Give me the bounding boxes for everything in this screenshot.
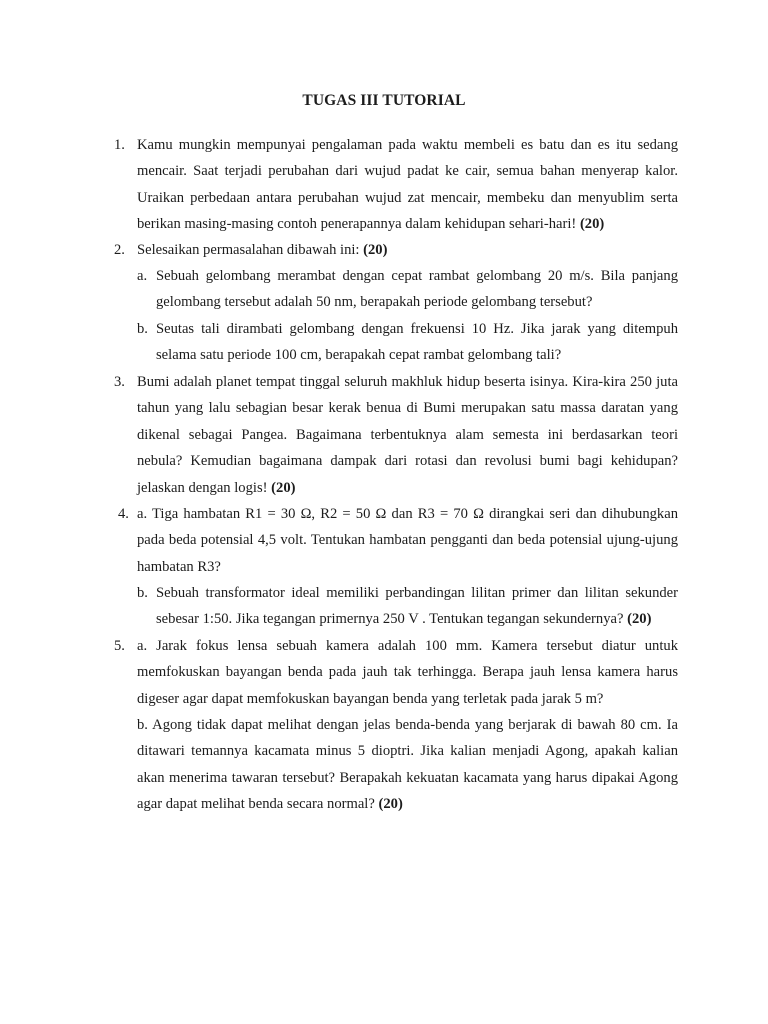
question-4b-label: b. [137,585,148,601]
question-2a-label: a. [137,268,148,284]
question-2b-text: Seutas tali dirambati gelombang dengan frekuensi 10 Hz. Jika jarak yang ditempuh selama satu periode 100 cm, berapakah cepat rambat gelombang tali? [156,321,678,364]
question-3-text: Bumi adalah planet tempat tinggal seluruh makhluk hidup beserta isinya. Kira-kira 250 juta tahun yang lalu sebagian besar kerak benua di Bumi merupakan satu massa daratan yang dikenal sebagai Pangea. Bagaimana terbentuknya alam semesta ini berdasarkan teori nebula? Kemudian bagaimana dampak dari rotasi dan revolusi bumi bagi kehidupan? jelaskan dengan logis! [137,374,678,496]
question-4-number: 4. [118,506,129,522]
question-2-number: 2. [114,242,125,258]
question-2-points: (20) [363,242,388,258]
document-title: TUGAS III TUTORIAL [302,92,466,109]
question-5a-text: a. Jarak fokus lensa sebuah kamera adalah 100 mm. Kamera tersebut diatur untuk memfokuskan bayangan benda pada jauh tak terhingga. Berapa jauh lensa kamera harus digeser agar dapat memfokuskan bayangan benda yang terletak pada jarak 5 m? [137,638,678,707]
question-1-points: (20) [579,216,605,233]
question-5b [137,712,678,818]
question-1-number: 1. [114,137,125,153]
question-2b-label: b. [137,321,148,337]
question-2 [137,237,678,263]
question-1 [137,132,678,238]
question-2-text: Selesaikan permasalahan dibawah ini: [137,242,360,258]
question-5-number: 5. [114,638,125,654]
question-4a-text: a. Tiga hambatan R1 = 30 Ω, R2 = 50 Ω dan R3 = 70 Ω dirangkai seri dan dihubungkan pada beda potensial 4,5 volt. Tentukan hambatan pengganti dan beda potensial ujung-ujung hambatan R3? [137,506,678,575]
question-4b-text: Sebuah transformator ideal memiliki perbandingan lilitan primer dan lilitan sekunder sebesar 1:50. Jika tegangan primernya 250 V . Tentukan tegangan sekundernya? [156,585,678,628]
question-3-number: 3. [114,374,125,390]
question-4b [156,580,678,633]
question-3 [137,369,678,501]
question-1-text: Kamu mungkin mempunyai pengalaman pada waktu membeli es batu dan es itu sedang mencair. Saat terjadi perubahan dari wujud padat ke cair, semua bahan menyerap kalor. Uraikan perbedaan antara perubahan wujud zat mencair, membeku dan menyublim serta berikan masing-masing contoh penerapannya dalam kehidupan sehari-hari! [137,137,678,233]
question-5b-text: b. Agong tidak dapat melihat dengan jelas benda-benda yang berjarak di bawah 80 cm. Ia ditawari temannya kacamata minus 5 dioptri. Jika kalian menjadi Agong, apakah kalian akan menerima tawaran tersebut? Berapakah kekuatan kacamata yang harus dipakai Agong agar dapat melihat benda secara normal? [137,717,678,813]
question-2a-text: Sebuah gelombang merambat dengan cepat rambat gelombang 20 m/s. Bila panjang gelombang tersebut adalah 50 nm, berapakah periode gelombang tersebut? [156,268,678,311]
question-4b-points: (20) [627,611,652,628]
question-5b-points: (20) [378,796,403,813]
question-3-points: (20) [271,479,296,496]
